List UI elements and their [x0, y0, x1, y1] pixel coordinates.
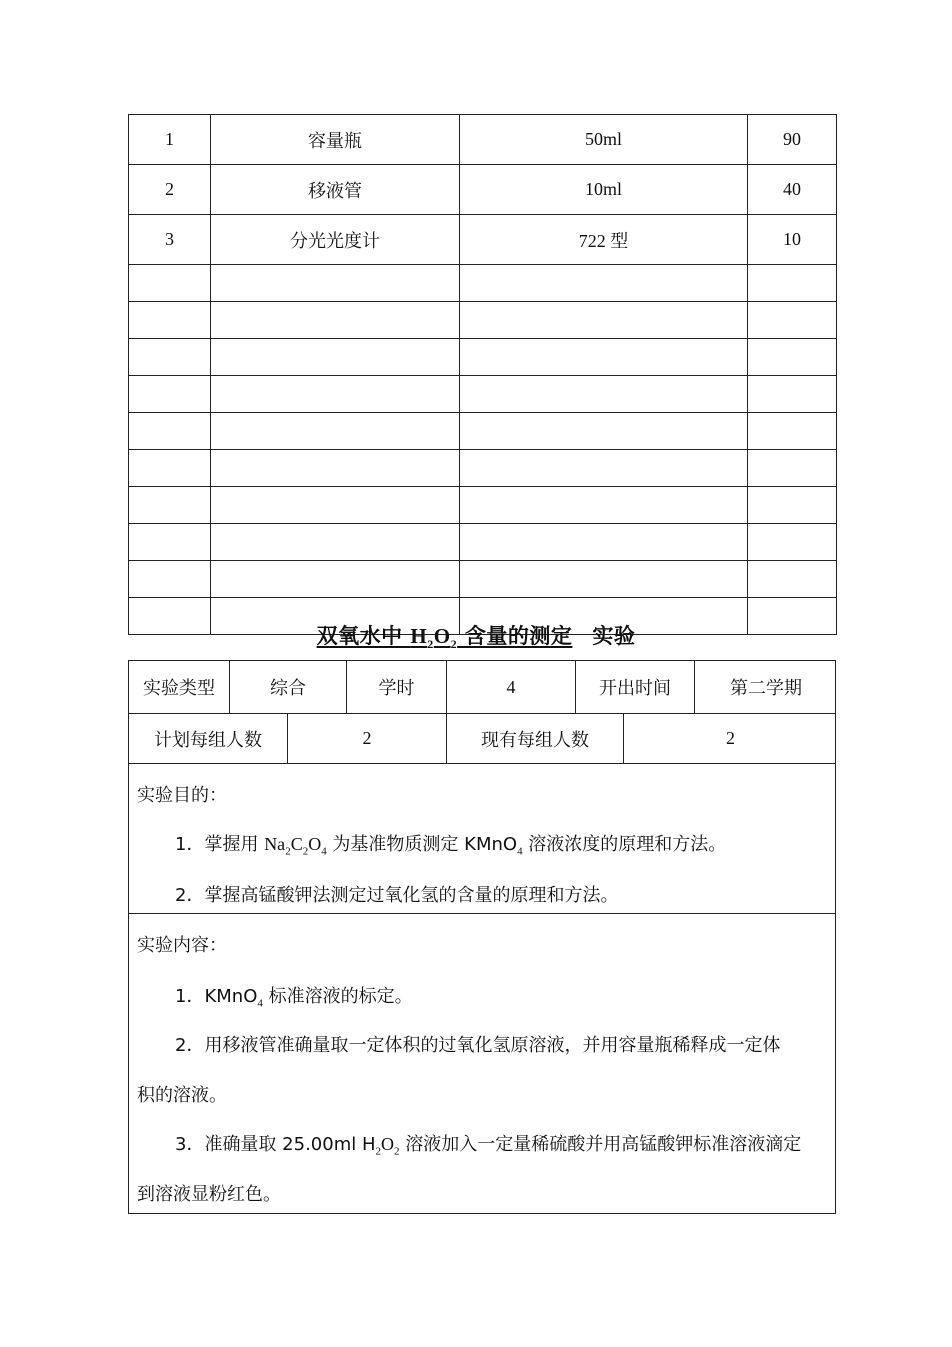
- table-row-empty: [129, 413, 837, 450]
- purpose-item-2: 2．掌握高锰酸钾法测定过氧化氢的含量的原理和方法。: [175, 885, 619, 906]
- content-item-3-line-2: 到溶液显粉红色。: [137, 1184, 281, 1205]
- content-item-2-line-2: 积的溶液。: [137, 1085, 227, 1106]
- equipment-spec: 50ml: [460, 115, 748, 165]
- table-row-empty: [129, 561, 837, 598]
- purpose-item-1: 1．掌握用 $Na_2C_2O_4$ 为基准物质测定 KMnO$_4$ 溶液浓度的原理和方法。: [175, 834, 727, 858]
- planned-group-size-value: 2: [288, 714, 447, 763]
- current-group-size-label: 现有每组人数: [447, 714, 624, 763]
- section-title: [0, 620, 952, 652]
- equipment-spec: 10ml: [460, 165, 748, 215]
- row-number: 3: [129, 215, 211, 265]
- table-row-empty: [129, 265, 837, 302]
- table-row-empty: [129, 339, 837, 376]
- equipment-name: 容量瓶: [211, 115, 460, 165]
- open-time-value: 第二学期: [730, 678, 802, 699]
- table-row: [129, 165, 837, 215]
- content-heading: 实验内容：: [137, 935, 227, 956]
- table-row-empty: [129, 376, 837, 413]
- equipment-spec: 722 型: [460, 215, 748, 265]
- equipment-qty: 90: [748, 115, 837, 165]
- table-row: [129, 215, 837, 265]
- equipment-name: 移液管: [211, 165, 460, 215]
- equipment-qty: 10: [748, 215, 837, 265]
- table-row-empty: [129, 524, 837, 561]
- purpose-section: [129, 764, 835, 914]
- equipment-qty: 40: [748, 165, 837, 215]
- type-label: 实验类型: [129, 661, 230, 713]
- type-value: 综合: [230, 661, 347, 713]
- content-item-3: 3．准确量取 25.00ml $H_2O_2$ 溶液加入一定量稀硫酸并用高锰酸钾标准溶液滴定: [175, 1134, 802, 1158]
- row-number: 2: [129, 165, 211, 215]
- content-item-2-line-1: 2．用移液管准确量取一定体积的过氧化氢原溶液，并用容量瓶稀释成一定体: [175, 1035, 781, 1056]
- open-time-label: 开出时间: [576, 661, 695, 713]
- info-row-2: [129, 714, 835, 764]
- experiment-info-box: [128, 660, 836, 1214]
- planned-group-size-label: 计划每组人数: [129, 714, 288, 763]
- title-tail: 实验: [592, 624, 636, 648]
- table-row-empty: [129, 487, 837, 524]
- hours-label: 学时: [347, 661, 447, 713]
- equipment-table: [128, 114, 837, 635]
- row-number: 1: [129, 115, 211, 165]
- info-row-1: [129, 661, 835, 714]
- content-item-1: 1．KMnO$_4$ 标准溶液的标定。: [175, 986, 413, 1010]
- table-row: [129, 115, 837, 165]
- purpose-heading: 实验目的：: [137, 785, 227, 806]
- equipment-name: 分光光度计: [211, 215, 460, 265]
- table-row-empty: [129, 302, 837, 339]
- hours-value: 4: [447, 661, 576, 713]
- content-section: [129, 914, 835, 1214]
- title-underlined: 双氧水中 $H_2O_2$ 含量的测定: [316, 624, 573, 652]
- table-row-empty: [129, 450, 837, 487]
- current-group-size-value: 2: [726, 728, 735, 748]
